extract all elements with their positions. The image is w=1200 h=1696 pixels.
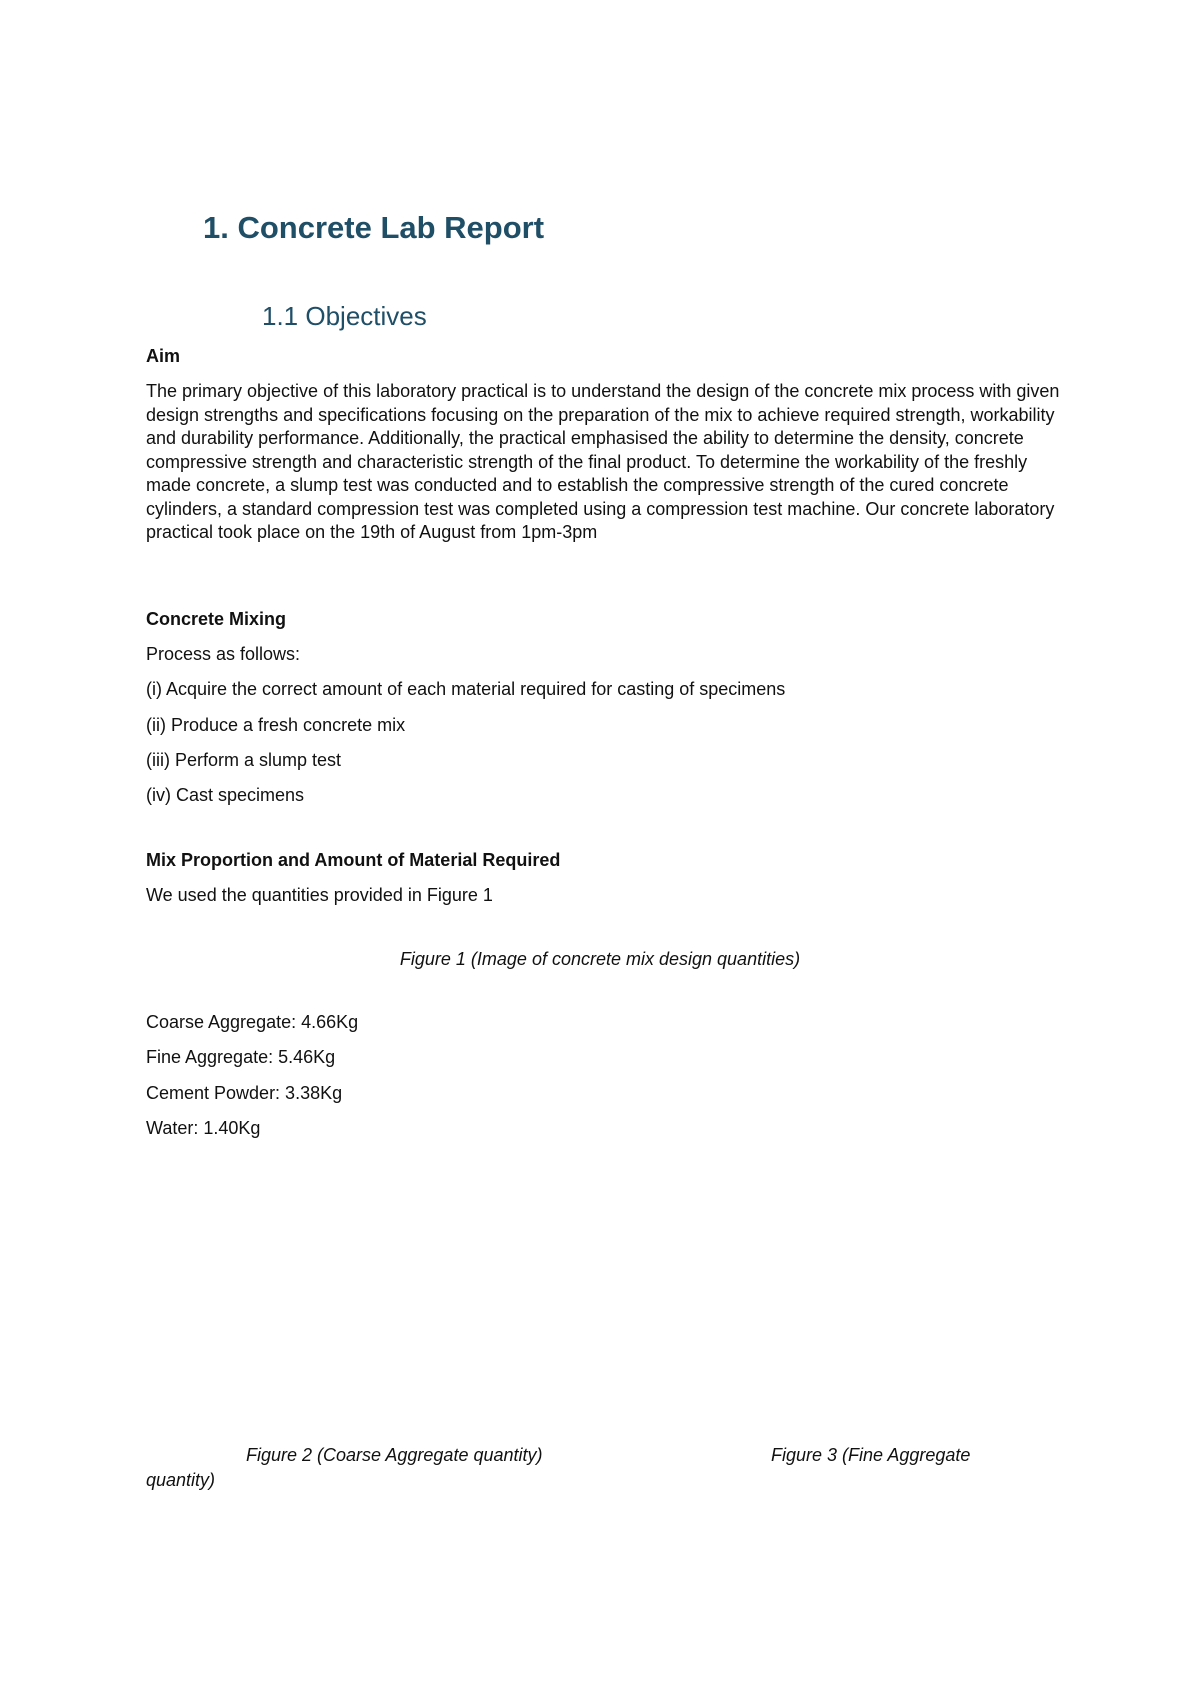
report-title: 1. Concrete Lab Report <box>203 210 545 245</box>
process-step: (i) Acquire the correct amount of each material required for casting of specimens <box>146 679 786 699</box>
figure-2-caption: Figure 2 (Coarse Aggregate quantity) <box>246 1445 543 1465</box>
quantity-item: Fine Aggregate: 5.46Kg <box>146 1047 336 1067</box>
quantity-item: Water: 1.40Kg <box>146 1118 261 1138</box>
quantity-item: Coarse Aggregate: 4.66Kg <box>146 1012 359 1032</box>
section-heading-objectives: 1.1 Objectives <box>262 301 427 331</box>
figure-1-caption: Figure 1 (Image of concrete mix design quantities) <box>399 949 801 969</box>
process-intro: Process as follows: <box>146 644 301 664</box>
process-step: (iv) Cast specimens <box>146 785 305 805</box>
figure-3-caption-continued: quantity) <box>146 1470 216 1490</box>
mix-proportion-label: Mix Proportion and Amount of Material Required <box>146 850 561 870</box>
aim-label: Aim <box>146 346 181 366</box>
aim-paragraph: The primary objective of this laboratory practical is to understand the design of the concrete mix process with given design strengths and specifications focusing on the preparation of the mix to achieve required strength, workability and durability performance. Additionally, the practical emphasised the ability to determine the density, concrete compressive strength and characteristic strength of the final product. To determine the workability of the freshly made concrete, a slump test was conducted and to establish the compressive strength of the cured concrete cylinders, a standard compression test was completed using a compression test machine. Our concrete laboratory practical took place on the 19th of August from 1pm-3pm <box>146 381 1060 542</box>
quantity-item: Cement Powder: 3.38Kg <box>146 1083 343 1103</box>
mix-proportion-intro: We used the quantities provided in Figure 1 <box>146 885 493 905</box>
process-step: (iii) Perform a slump test <box>146 750 342 770</box>
figure-3-caption: Figure 3 (Fine Aggregate <box>771 1445 971 1465</box>
concrete-mixing-label: Concrete Mixing <box>146 609 287 629</box>
process-step: (ii) Produce a fresh concrete mix <box>146 715 406 735</box>
